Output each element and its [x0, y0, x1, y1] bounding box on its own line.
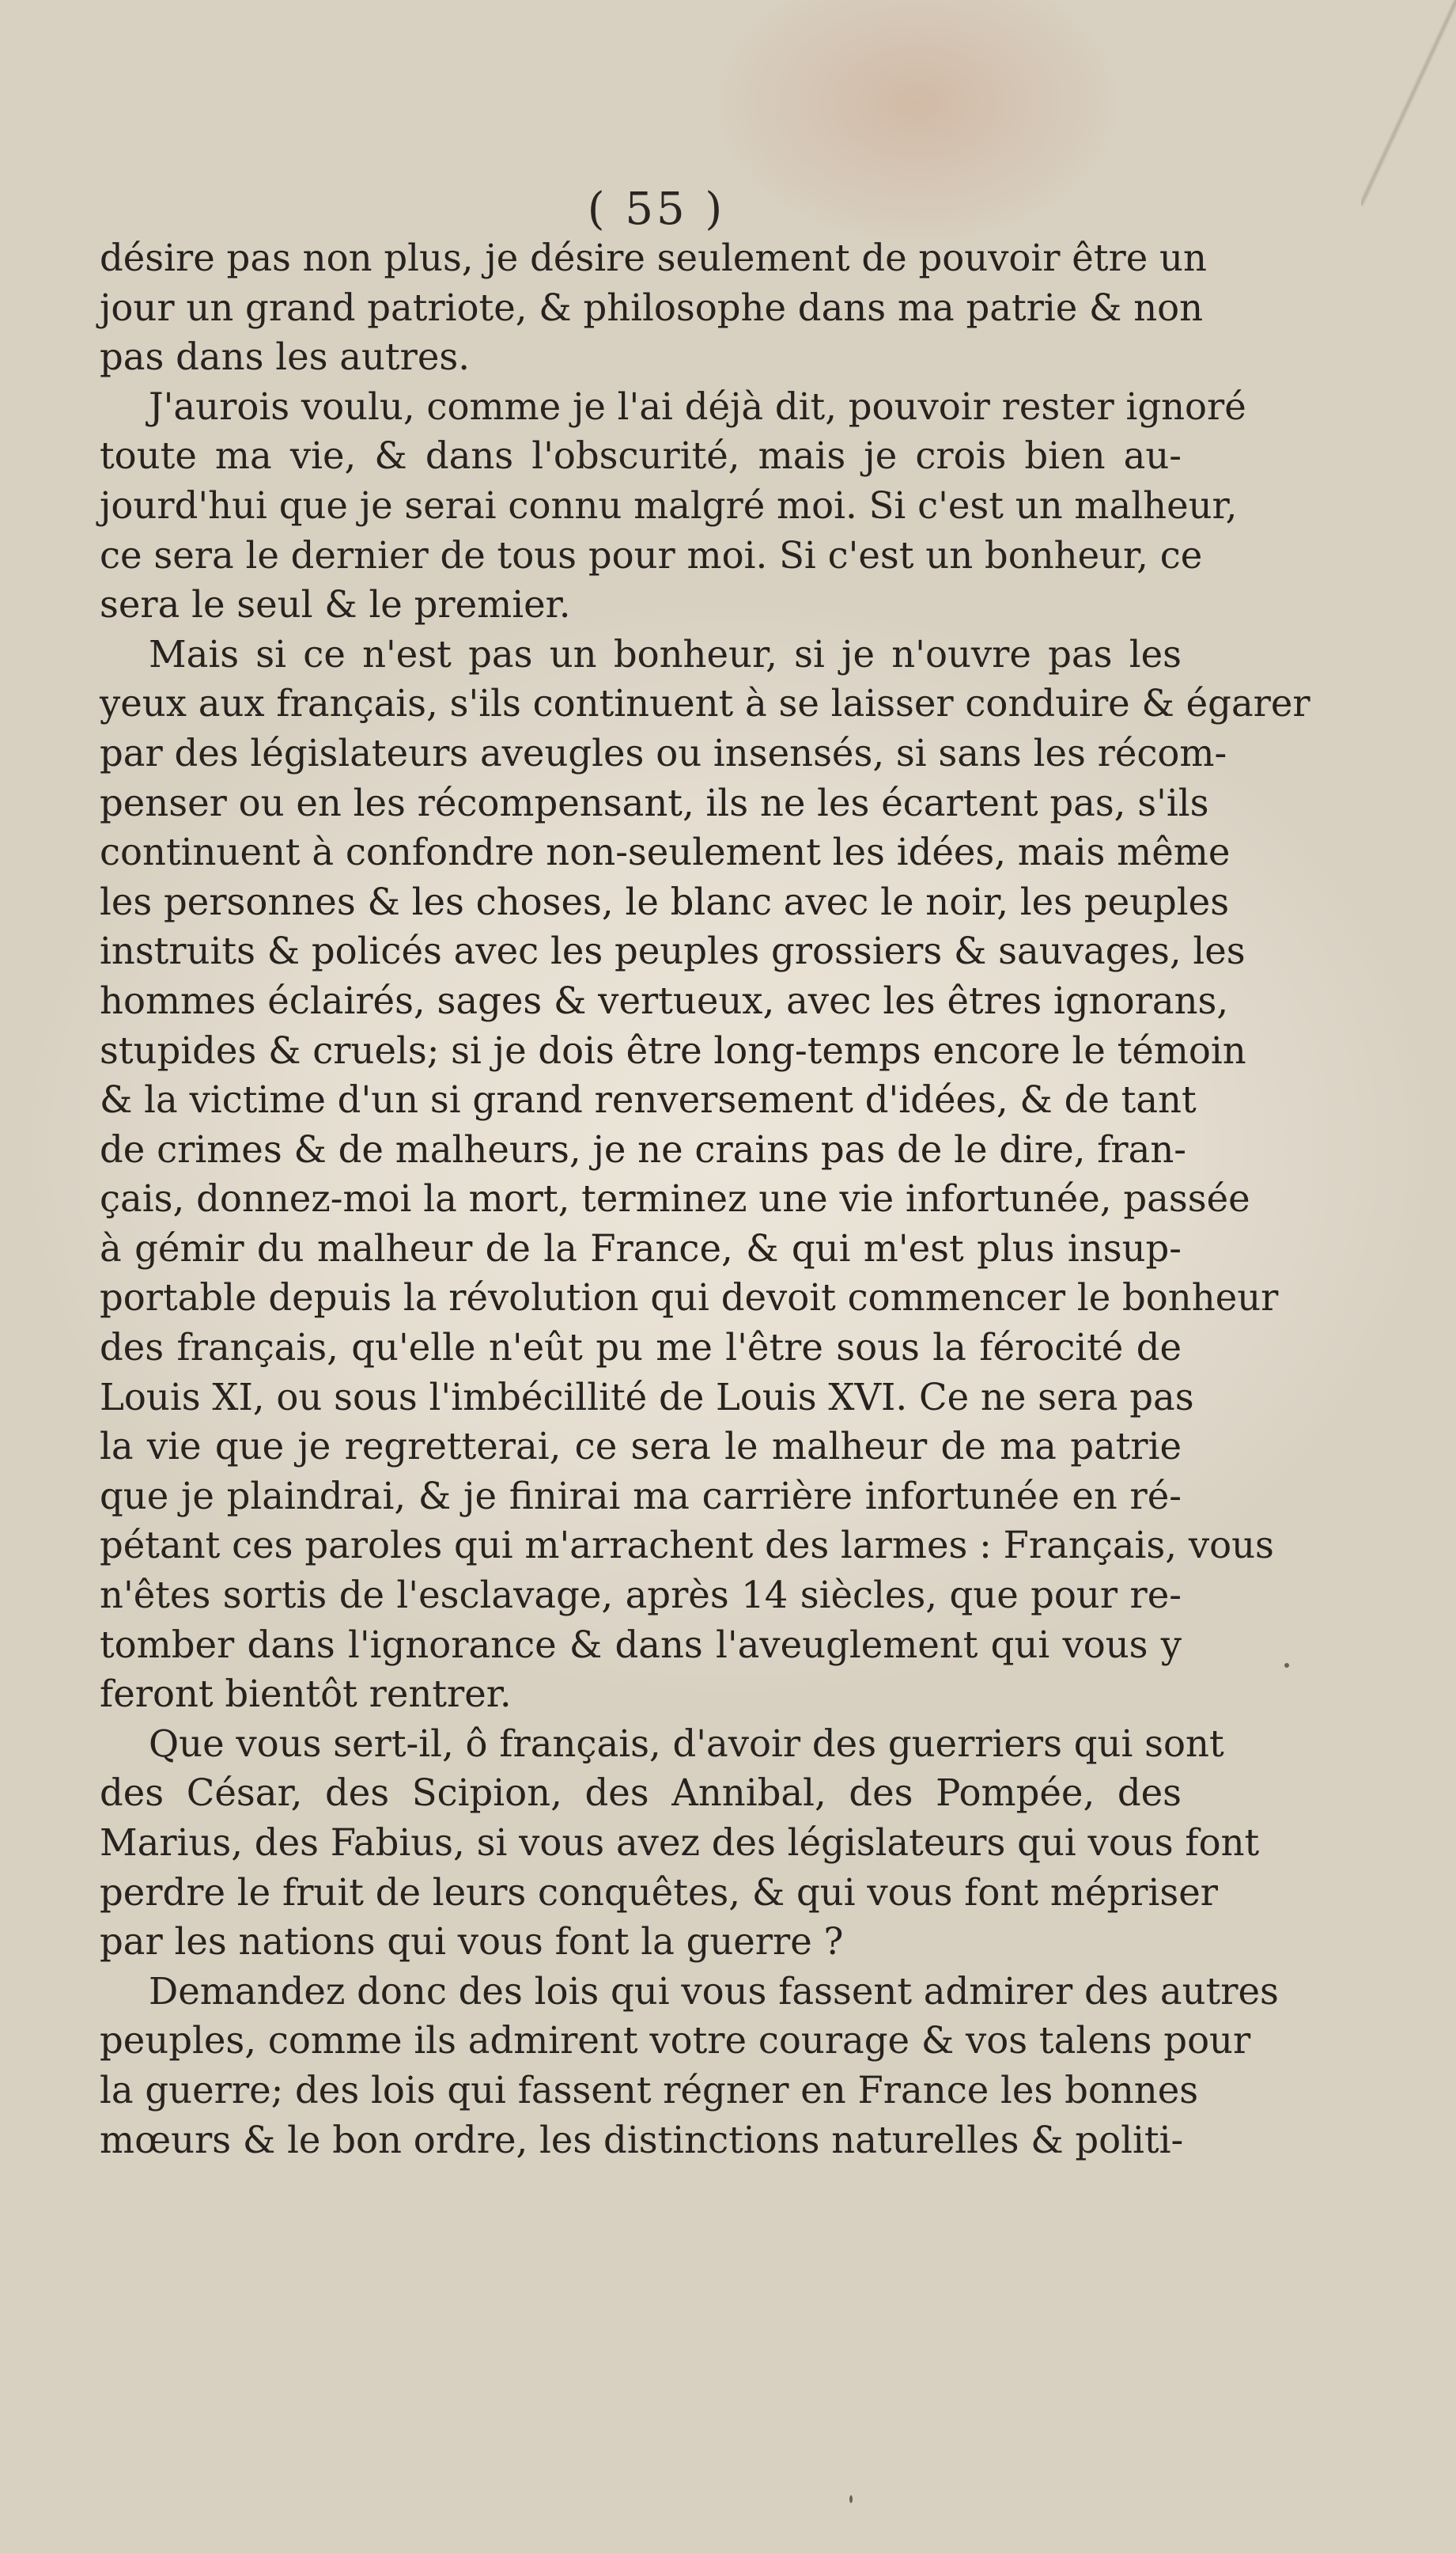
text-line: par les nations qui vous font la guerre ? — [100, 1920, 844, 1964]
text-line: tomber dans l'ignorance & dans l'aveuglement qui vous y — [100, 1623, 1182, 1666]
text-line: Louis XI, ou sous l'imbécillité de Louis XVI. Ce ne sera pas — [100, 1375, 1194, 1419]
text-line: jourd'hui que je serai connu malgré moi. Si c'est un malheur, — [100, 483, 1238, 527]
text-line: instruits & policés avec les peuples grossiers & sauvages, les — [100, 930, 1246, 973]
text-line: n'êtes sortis de l'esclavage, après 14 siècles, que pour re- — [100, 1574, 1182, 1617]
text-line: que je plaindrai, & je finirai ma carrière infortunée en ré- — [100, 1474, 1182, 1517]
text-line: ce sera le dernier de tous pour moi. Si c'est un bonheur, ce — [100, 533, 1203, 577]
text-line: les personnes & les choses, le blanc avec le noir, les peuples — [100, 880, 1230, 923]
text-line: la vie que je regretterai, ce sera le malheur de ma patrie — [100, 1425, 1182, 1468]
text-line: désire pas non plus, je désire seulement de pouvoir être un — [100, 237, 1207, 279]
text-line: Mais si ce n'est pas un bonheur, si je n'ouvre pas les — [149, 632, 1182, 676]
text-line: perdre le fruit de leurs conquêtes, & qui vous font mépriser — [100, 1870, 1218, 1914]
text-line: toute ma vie, & dans l'obscurité, mais je crois bien au- — [100, 434, 1182, 478]
page-fold-shadow — [1361, 0, 1456, 206]
text-line: continuent à confondre non-seulement les idées, mais même — [100, 831, 1231, 874]
text-line: Que vous sert-il, ô français, d'avoir des guerriers qui sont — [149, 1722, 1224, 1765]
page-number: ( 55 ) — [587, 184, 726, 235]
text-line: à gémir du malheur de la France, & qui m'est plus insup- — [100, 1226, 1182, 1270]
text-line: stupides & cruels; si je dois être long-temps encore le témoin — [100, 1028, 1246, 1072]
text-line: Demandez donc des lois qui vous fassent admirer des autres — [149, 1969, 1279, 2013]
text-line: mœurs & le bon ordre, les distinctions naturelles & politi- — [100, 2118, 1184, 2161]
ink-speck — [1284, 1663, 1289, 1668]
text-line: par des législateurs aveugles ou insensés, si sans les récom- — [100, 731, 1227, 775]
text-line: jour un grand patriote, & philosophe dans ma patrie & non — [100, 286, 1204, 329]
text-line: pas dans les autres. — [100, 335, 470, 379]
text-line: portable depuis la révolution qui devoit commencer le bonheur — [100, 1276, 1279, 1320]
text-line: des César, des Scipion, des Annibal, des Pompée, des — [100, 1771, 1182, 1815]
ink-speck — [849, 2495, 853, 2503]
text-line: çais, donnez-moi la mort, terminez une vie infortunée, passée — [100, 1177, 1250, 1221]
text-line: sera le seul & le premier. — [100, 583, 571, 627]
text-line: peuples, comme ils admirent votre courage & vos talens pour — [100, 2019, 1251, 2062]
text-line: des français, qu'elle n'eût pu me l'être sous la férocité de — [100, 1326, 1182, 1369]
text-line: & la victime d'un si grand renversement d'idées, & de tant — [100, 1078, 1197, 1122]
body-text — [100, 233, 1310, 2165]
text-line: pétant ces paroles qui m'arrachent des larmes : Français, vous — [100, 1524, 1274, 1567]
text-line: J'aurois voulu, comme je l'ai déjà dit, pouvoir rester ignoré — [149, 384, 1246, 428]
text-line: penser ou en les récompensant, ils ne les écartent pas, s'ils — [100, 781, 1209, 824]
text-line: feront bientôt rentrer. — [100, 1672, 512, 1716]
text-line: yeux aux français, s'ils continuent à se laisser conduire & égarer — [100, 682, 1310, 725]
text-line: Marius, des Fabius, si vous avez des législateurs qui vous font — [100, 1821, 1260, 1864]
text-line: hommes éclairés, sages & vertueux, avec les êtres ignorans, — [100, 979, 1229, 1022]
text-line: de crimes & de malheurs, je ne crains pas de le dire, fran- — [100, 1127, 1187, 1171]
text-line: la guerre; des lois qui fassent régner en France les bonnes — [100, 2068, 1199, 2112]
